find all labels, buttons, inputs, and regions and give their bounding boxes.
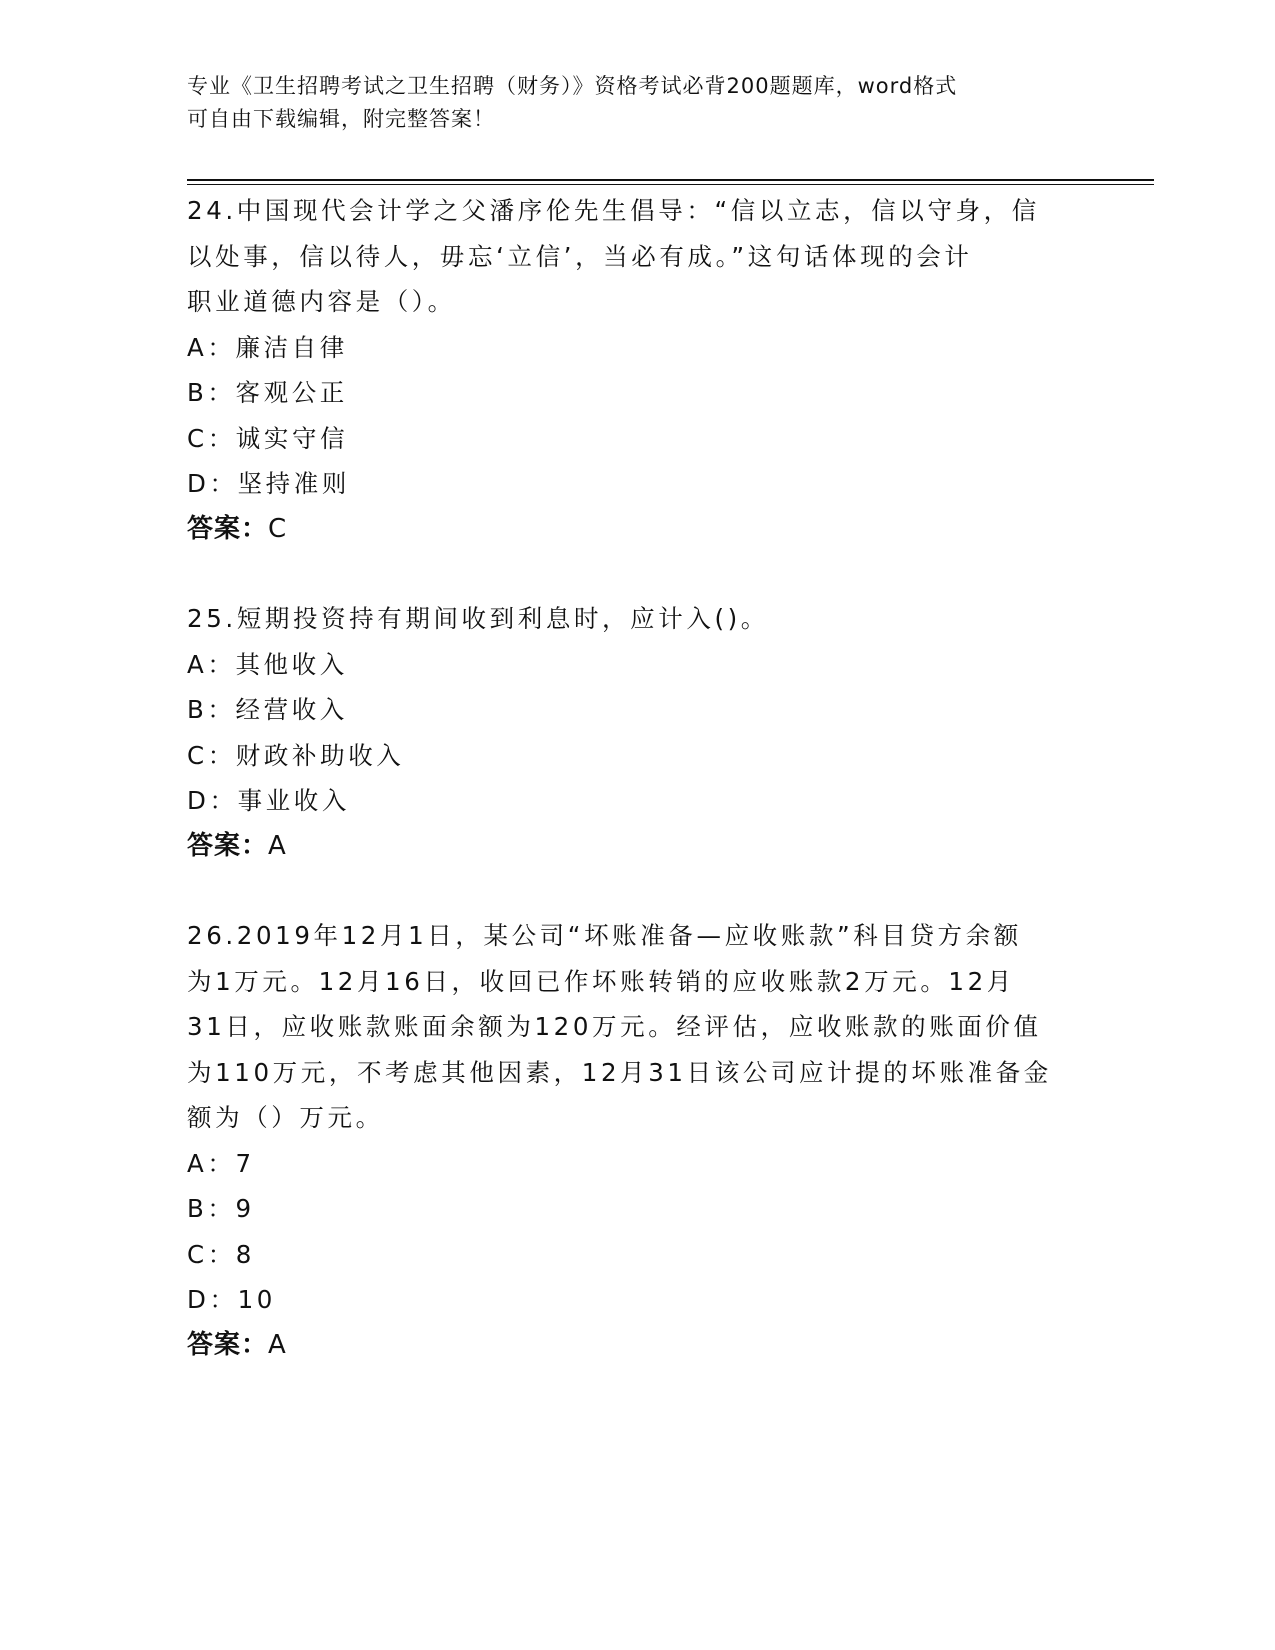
question-stem-line: 以处事，信以待人，毋忘‘立信’，当必有成。”这句话体现的会计 <box>187 241 973 271</box>
option-b: B：经营收入 <box>187 695 348 724</box>
answer-value: A <box>268 1329 287 1360</box>
option-a: A：7 <box>187 1148 255 1178</box>
option-b: B：客观公正 <box>187 378 348 407</box>
answer-label: 答案： <box>187 1329 269 1360</box>
option-c: C：诚实守信 <box>187 423 349 453</box>
option-a: A：其他收入 <box>187 649 348 679</box>
answer-value: A <box>268 830 287 861</box>
question-25 <box>187 596 1087 869</box>
header-line-1: 专业《卫生招聘考试之卫生招聘（财务）》资格考试必背200题题库，word格式 <box>187 74 958 98</box>
question-26 <box>187 913 1087 1368</box>
question-stem-line: 额为（）万元。 <box>187 1103 384 1132</box>
question-stem-line: 为110万元，不考虑其他因素，12月31日该公司应计提的坏账准备金 <box>187 1057 1052 1087</box>
option-a: A：廉洁自律 <box>187 332 348 362</box>
option-c: C：财政补助收入 <box>187 740 405 770</box>
question-stem-line: 职业道德内容是（）。 <box>187 287 456 316</box>
header-divider-thick <box>187 179 1154 181</box>
question-24 <box>187 188 1087 552</box>
question-stem-line: 26.2019年12月1日，某公司“坏账准备—应收账款”科目贷方余额 <box>187 921 1022 950</box>
question-stem-line: 25.短期投资持有期间收到利息时，应计入()。 <box>187 604 769 633</box>
answer <box>187 824 1087 870</box>
option-c: C：8 <box>187 1239 255 1269</box>
question-stem-line: 24.中国现代会计学之父潘序伦先生倡导：“信以立志，信以守身，信 <box>187 196 1040 225</box>
option-d: D：10 <box>187 1285 276 1314</box>
answer <box>187 507 1087 553</box>
option-d: D：事业收入 <box>187 786 350 815</box>
answer-label: 答案： <box>187 513 269 544</box>
question-list <box>187 188 1087 1412</box>
option-b: B：9 <box>187 1194 255 1223</box>
header-divider-thin <box>187 184 1154 185</box>
question-stem-line: 31日，应收账款账面余额为120万元。经评估，应收账款的账面价值 <box>187 1012 1042 1041</box>
answer <box>187 1323 1087 1369</box>
header-line-2: 可自由下载编辑，附完整答案！ <box>187 107 495 131</box>
answer-label: 答案： <box>187 830 269 861</box>
answer-value: C <box>268 513 288 544</box>
document-header <box>187 70 1067 136</box>
question-stem-line: 为1万元。12月16日，收回已作坏账转销的应收账款2万元。12月 <box>187 966 1015 996</box>
option-d: D：坚持准则 <box>187 469 350 498</box>
